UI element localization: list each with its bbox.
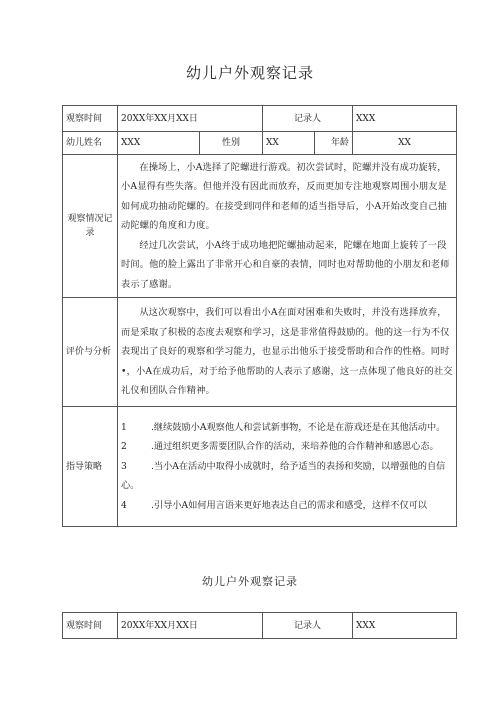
row-strategy [63, 407, 457, 527]
strategy-number: 2 [121, 441, 127, 453]
observation-record-table [62, 105, 457, 527]
evaluation-label: 评价与分析 [63, 298, 118, 407]
strategy-number: 3 [121, 460, 127, 472]
row-evaluation [63, 298, 457, 407]
row-observation-time-2 [63, 613, 457, 639]
observation-label: 观察情况记录 [63, 155, 118, 298]
row-child-info [63, 132, 457, 155]
evaluation-content [118, 298, 457, 407]
name-value: XXX [118, 132, 200, 155]
obs-time-value-2: 20XX年XX月XX日 [118, 613, 263, 639]
recorder-value-2: XXX [353, 613, 457, 639]
strategy-content [118, 407, 457, 527]
row-observation-time [63, 106, 457, 132]
recorder-label-2: 记录人 [263, 613, 353, 639]
strategy-list [121, 418, 453, 516]
strategy-item [121, 437, 453, 457]
strategy-number: 4 [121, 499, 127, 511]
strategy-item [121, 457, 453, 496]
page-title: 幼儿户外观察记录 [185, 64, 314, 82]
strategy-text: .引导小A如何用言语来更好地表达自己的需求和感受，这样不仅可以 [151, 499, 427, 511]
recorder-label: 记录人 [263, 106, 353, 132]
recorder-value: XXX [353, 106, 457, 132]
obs-time-value: 20XX年XX月XX日 [118, 106, 263, 132]
strategy-text: .通过组织更多需要团队合作的活动，来培养他的合作精神和感恩心态。 [151, 441, 439, 453]
strategy-number: 1 [121, 421, 127, 433]
age-value: XX [353, 132, 457, 155]
second-page-title: 幼儿户外观察记录 [202, 575, 298, 588]
observation-paragraph: 在操场上，小A选择了陀螺进行游戏。初次尝试时，陀螺并没有成功旋转，小A显得有些失落。但他并没有因此而放弃，反而更加专注地观察周围小朋友是如何成功抽动陀螺的。在接受到同伴和老师的适当指导后，小A开始改变自己抽动陀螺的角度和力度。 [121, 161, 448, 232]
strategy-text: .当小A在活动中取得小成就时，给予适当的表扬和奖励，以增强他的自信心。 [121, 460, 446, 492]
strategy-text: .继续鼓励小A观察他人和尝试新事物，不论是在游戏还是在其他活动中。 [151, 421, 446, 433]
strategy-item [121, 418, 453, 438]
gender-value: XX [263, 132, 315, 155]
age-label: 年龄 [315, 132, 353, 155]
observation-paragraph: 经过几次尝试，小A终于成功地把陀螺抽动起来，陀螺在地面上旋转了一段时间。他的脸上露出了非常开心和自豪的表情，同时也对帮助他的小朋友和老师表示了感谢。 [121, 239, 450, 290]
evaluation-text: 从这次观察中，我们可以看出小A在面对困难和失败时，并没有选择放弃，而是采取了积极的态度去观察和学习，这是非常值得鼓励的。他的这一行为不仅表现出了良好的观察和学习能力，也显示出他乐于接受帮助和合作的性格。同时•，小A在成功后，对于给予他帮助的人表示了感谢，这一点体现了他良好的社交礼仪和团队合作精神。 [121, 307, 453, 397]
obs-time-label: 观察时间 [63, 106, 118, 132]
strategy-item [121, 496, 453, 516]
gender-label: 性别 [200, 132, 263, 155]
observation-content [118, 155, 457, 298]
strategy-label: 指导策略 [63, 407, 118, 527]
name-label: 幼儿姓名 [63, 132, 118, 155]
observation-record-table-2 [62, 612, 457, 639]
obs-time-label-2: 观察时间 [63, 613, 118, 639]
row-observation [63, 155, 457, 298]
